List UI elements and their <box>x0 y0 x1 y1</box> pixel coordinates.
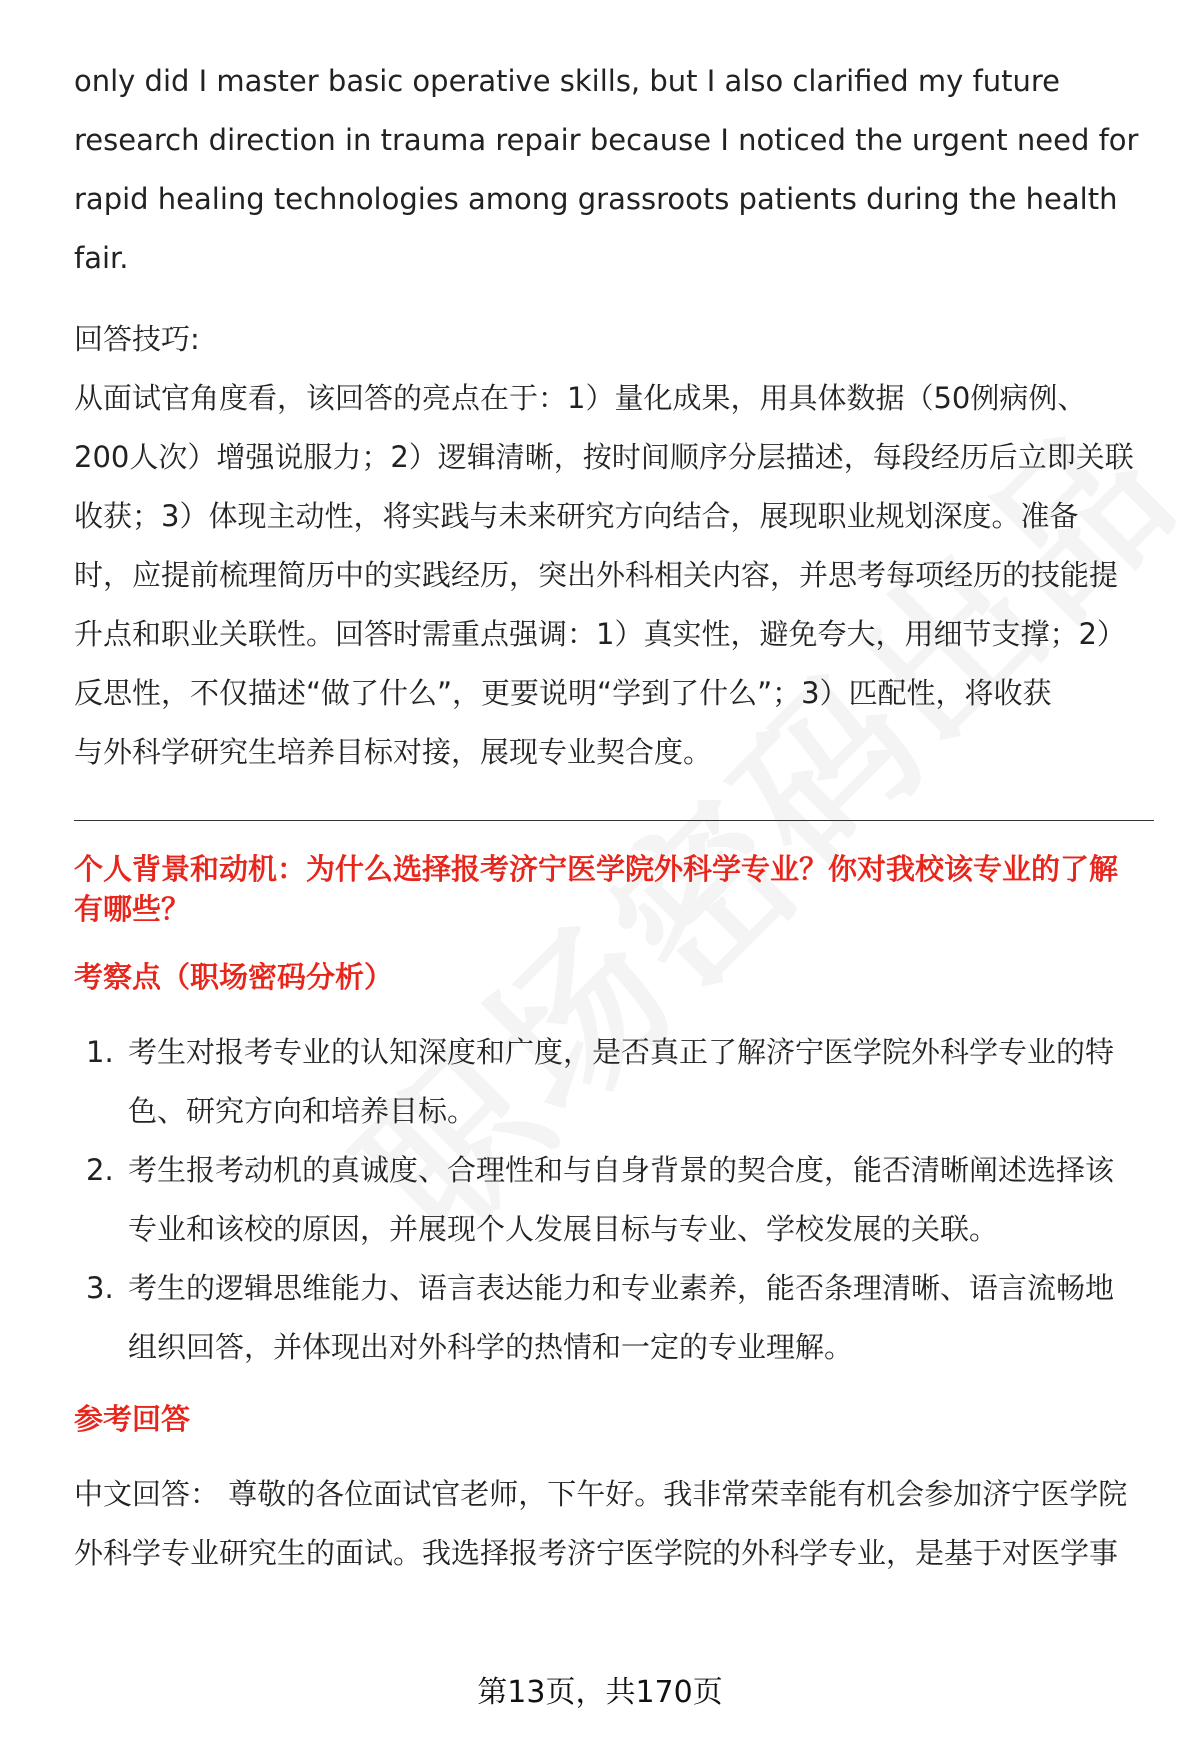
tips-line: 收获；3）体现主动性，将实践与未来研究方向结合，展现职业规划深度。准备 <box>74 499 1079 533</box>
list-item <box>74 1259 1154 1377</box>
points-list <box>74 1023 1154 1377</box>
intro-line: only did I master basic operative skills, but I also clarified my future <box>74 64 1060 98</box>
document-page <box>74 52 1154 1583</box>
tips-paragraph <box>74 369 1154 782</box>
answer-paragraph <box>74 1465 1154 1583</box>
answer-line: 外科学专业研究生的面试。我选择报考济宁医学院的外科学专业，是基于对医学事 <box>74 1536 1119 1570</box>
list-number: 1. <box>86 1035 114 1069</box>
answer-line: 中文回答： 尊敬的各位面试官老师，下午好。我非常荣幸能有机会参加济宁医学院 <box>74 1477 1128 1511</box>
list-line: 专业和该校的原因，并展现个人发展目标与专业、学校发展的关联。 <box>128 1212 999 1246</box>
tips-line: 200人次）增强说服力；2）逻辑清晰，按时间顺序分层描述，每段经历后立即关联 <box>74 440 1134 474</box>
list-number: 3. <box>86 1271 114 1305</box>
tips-line: 升点和职业关联性。回答时需重点强调：1）真实性，避免夸大，用细节支撑；2） <box>74 617 1126 651</box>
tips-label: 回答技巧: <box>74 322 200 356</box>
list-line: 考生报考动机的真诚度、合理性和与自身背景的契合度，能否清晰阐述选择该 <box>128 1153 1115 1187</box>
list-item <box>74 1023 1154 1141</box>
question-line: 个人背景和动机：为什么选择报考济宁医学院外科学专业？你对我校该专业的了解 <box>74 852 1119 886</box>
tips-line: 反思性，不仅描述“做了什么”，更要说明“学到了什么”；3）匹配性，将收获 <box>74 676 1052 710</box>
list-item <box>74 1141 1154 1259</box>
list-line: 色、研究方向和培养目标。 <box>128 1094 477 1128</box>
question-title <box>74 849 1154 929</box>
answer-heading: 参考回答 <box>74 1402 191 1436</box>
list-line: 组织回答，并体现出对外科学的热情和一定的专业理解。 <box>128 1330 854 1364</box>
tips-line: 与外科学研究生培养目标对接，展现专业契合度。 <box>74 735 713 769</box>
list-number: 2. <box>86 1153 114 1187</box>
page-number: 第13页，共170页 <box>477 1675 723 1710</box>
list-line: 考生对报考专业的认知深度和广度，是否真正了解济宁医学院外科学专业的特 <box>128 1035 1115 1069</box>
intro-line: fair. <box>74 241 129 275</box>
intro-line: rapid healing technologies among grassroots patients during the health <box>74 182 1118 216</box>
list-line: 考生的逻辑思维能力、语言表达能力和专业素养，能否条理清晰、语言流畅地 <box>128 1271 1115 1305</box>
tips-line: 时，应提前梳理简历中的实践经历，突出外科相关内容，并思考每项经历的技能提 <box>74 558 1119 592</box>
tips-line: 从面试官角度看，该回答的亮点在于：1）量化成果，用具体数据（50例病例、 <box>74 381 1087 415</box>
question-line: 有哪些？ <box>74 892 191 926</box>
points-heading: 考察点（职场密码分析） <box>74 960 394 994</box>
intro-paragraph <box>74 52 1154 288</box>
intro-line: research direction in trauma repair because I noticed the urgent need for <box>74 123 1139 157</box>
